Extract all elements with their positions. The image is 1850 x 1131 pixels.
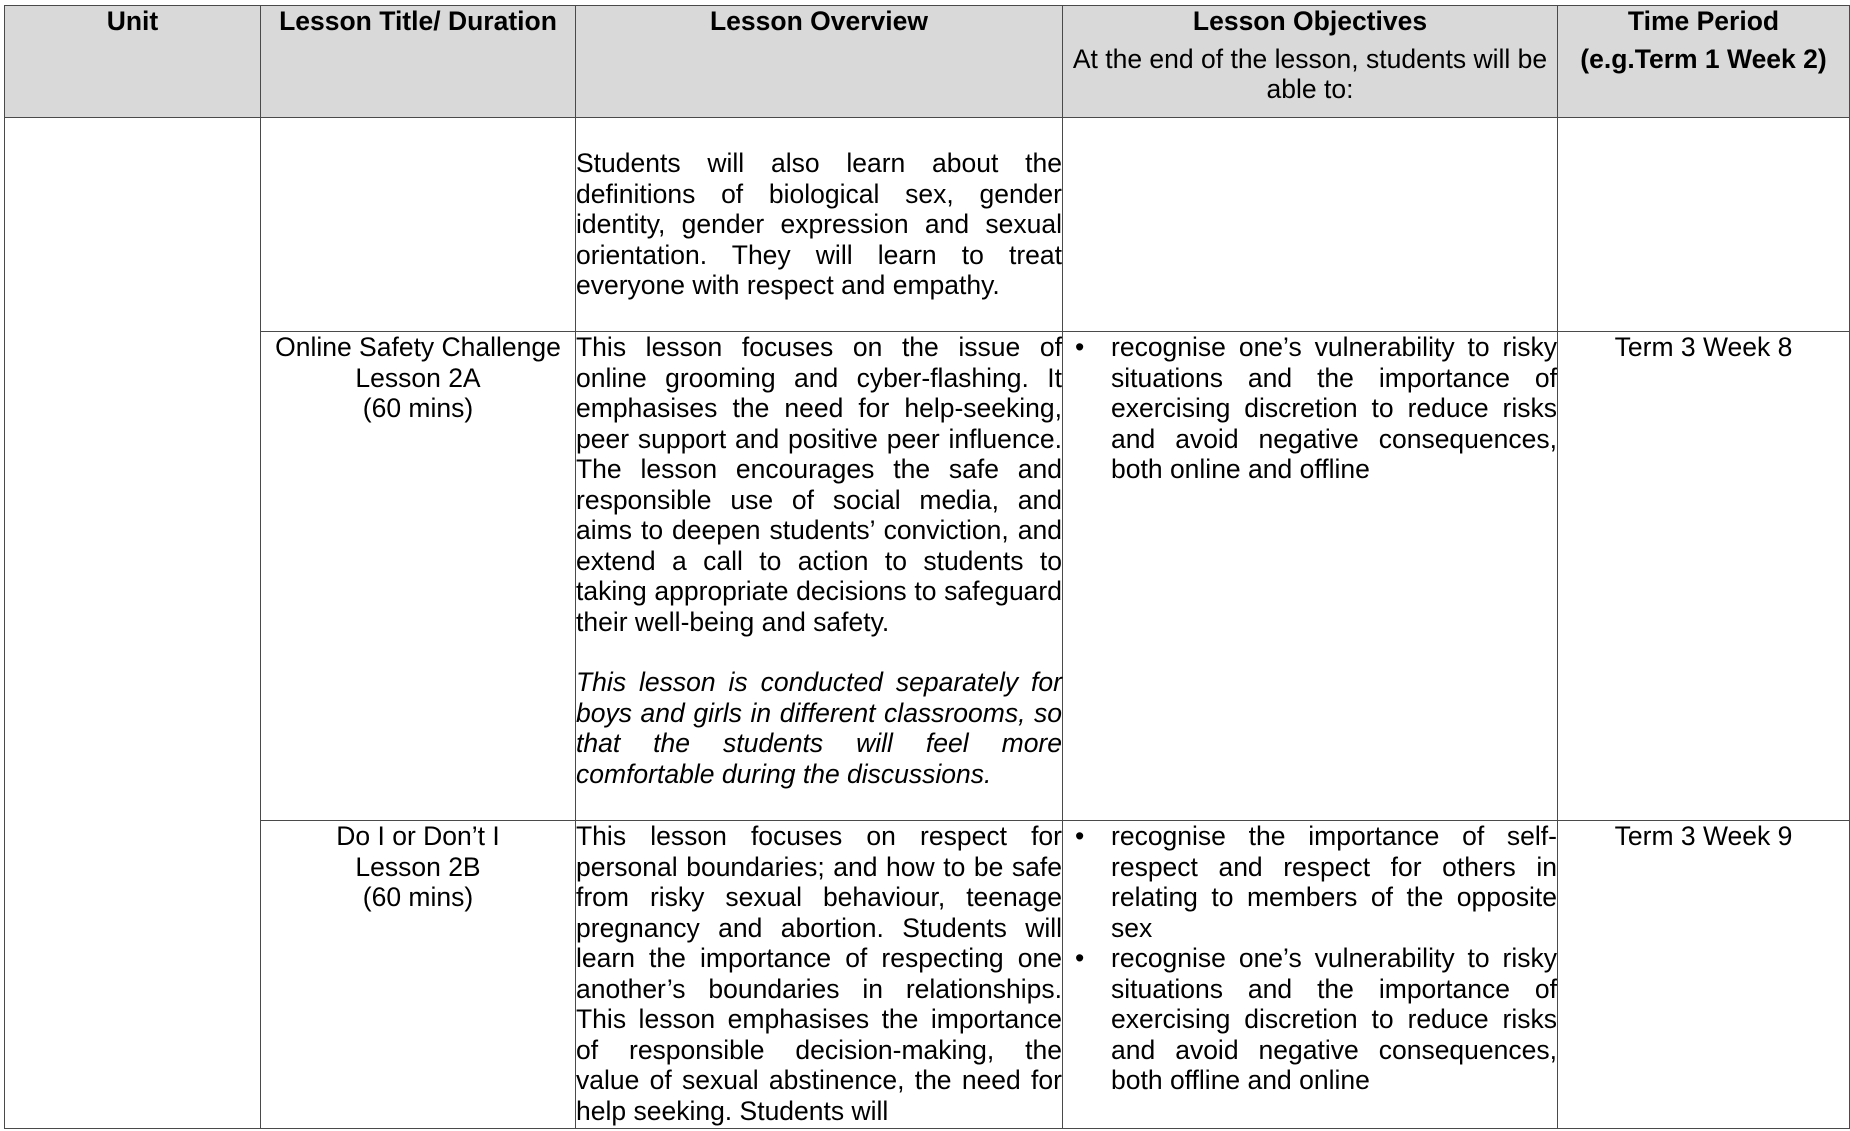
time-period-value: Term 3 Week 9 — [1614, 821, 1793, 851]
header-title-duration — [261, 6, 576, 118]
bullet-icon: • — [1075, 821, 1085, 851]
header-time-period-label: Time Period — [1627, 6, 1780, 36]
table-row — [5, 332, 1850, 821]
overview-paragraph: This lesson focuses on respect for personal boundaries; and how to be safe from risky sexual behaviour, teenage pregnancy and abortion. Students will learn the importance of respecting one another’s boundaries in relationships. This lesson emphasises the importance of responsible decision-making, the value of sexual abstinence, the need for help seeking. Students will — [576, 821, 1062, 1126]
header-time-period — [1558, 6, 1850, 118]
lesson-duration: (60 mins) — [362, 393, 474, 423]
objectives-list — [1063, 821, 1557, 1096]
objective-text: recognise one’s vulnerability to risky situations and the importance of exercising discretion to reduce risks and avoid negative consequences, both online and offline — [1111, 332, 1557, 484]
time-cell — [1558, 821, 1850, 1129]
objective-item — [1063, 332, 1557, 485]
lesson-number: Lesson 2A — [355, 362, 481, 393]
objectives-cell — [1063, 332, 1558, 821]
time-period-value: Term 3 Week 8 — [1614, 332, 1793, 362]
objectives-cell-empty — [1063, 118, 1558, 332]
bullet-icon: • — [1075, 943, 1085, 973]
header-time-period-example: (e.g.Term 1 Week 2) — [1580, 43, 1827, 74]
lesson-title: Online Safety Challenge — [275, 332, 561, 362]
objective-text: recognise the importance of self-respect and respect for others in relating to members of the opposite sex — [1111, 821, 1557, 943]
time-cell-empty — [1558, 118, 1850, 332]
objectives-cell — [1063, 821, 1558, 1129]
header-objectives — [1063, 6, 1558, 118]
table-row — [5, 821, 1850, 1129]
bullet-icon: • — [1075, 332, 1085, 362]
header-unit — [5, 6, 261, 118]
unit-cell — [5, 118, 261, 1129]
objective-item — [1063, 821, 1557, 943]
objective-item — [1063, 943, 1557, 1096]
header-title-duration-label: Lesson Title/ Duration — [279, 6, 557, 36]
table-row — [5, 118, 1850, 332]
header-objectives-subtitle: At the end of the lesson, students will be able to: — [1072, 43, 1548, 104]
lesson-title: Do I or Don’t I — [336, 821, 500, 851]
objective-text: recognise one’s vulnerability to risky situations and the importance of exercising discretion to reduce risks and avoid negative consequences, both offline and online — [1111, 943, 1557, 1095]
overview-cell — [576, 118, 1063, 332]
title-cell — [261, 332, 576, 821]
lesson-duration: (60 mins) — [362, 882, 474, 912]
header-overview — [576, 6, 1063, 118]
overview-cell — [576, 821, 1063, 1129]
objectives-list — [1063, 332, 1557, 485]
lesson-plan-table — [4, 5, 1850, 1129]
overview-paragraph: This lesson focuses on the issue of online grooming and cyber-flashing. It emphasises the need for help-seeking, peer support and positive peer influence. The lesson encourages the safe and responsible use of social media, and aims to deepen students’ conviction, and extend a call to action to students to taking appropriate decisions to safeguard their well-being and safety. — [576, 332, 1062, 637]
lesson-number: Lesson 2B — [355, 851, 481, 882]
header-unit-label: Unit — [106, 6, 159, 36]
overview-paragraph: Students will also learn about the definitions of biological sex, gender identity, gender expression and sexual orientation. They will learn to treat everyone with respect and empathy. — [576, 148, 1062, 300]
overview-cell — [576, 332, 1063, 821]
header-overview-label: Lesson Overview — [710, 6, 928, 36]
header-objectives-label: Lesson Objectives — [1192, 6, 1428, 36]
overview-note: This lesson is conducted separately for boys and girls in different classrooms, so that the students will feel more comfortable during the discussions. — [576, 667, 1062, 789]
header-row — [5, 6, 1850, 118]
time-cell — [1558, 332, 1850, 821]
title-cell — [261, 821, 576, 1129]
title-cell-empty — [261, 118, 576, 332]
